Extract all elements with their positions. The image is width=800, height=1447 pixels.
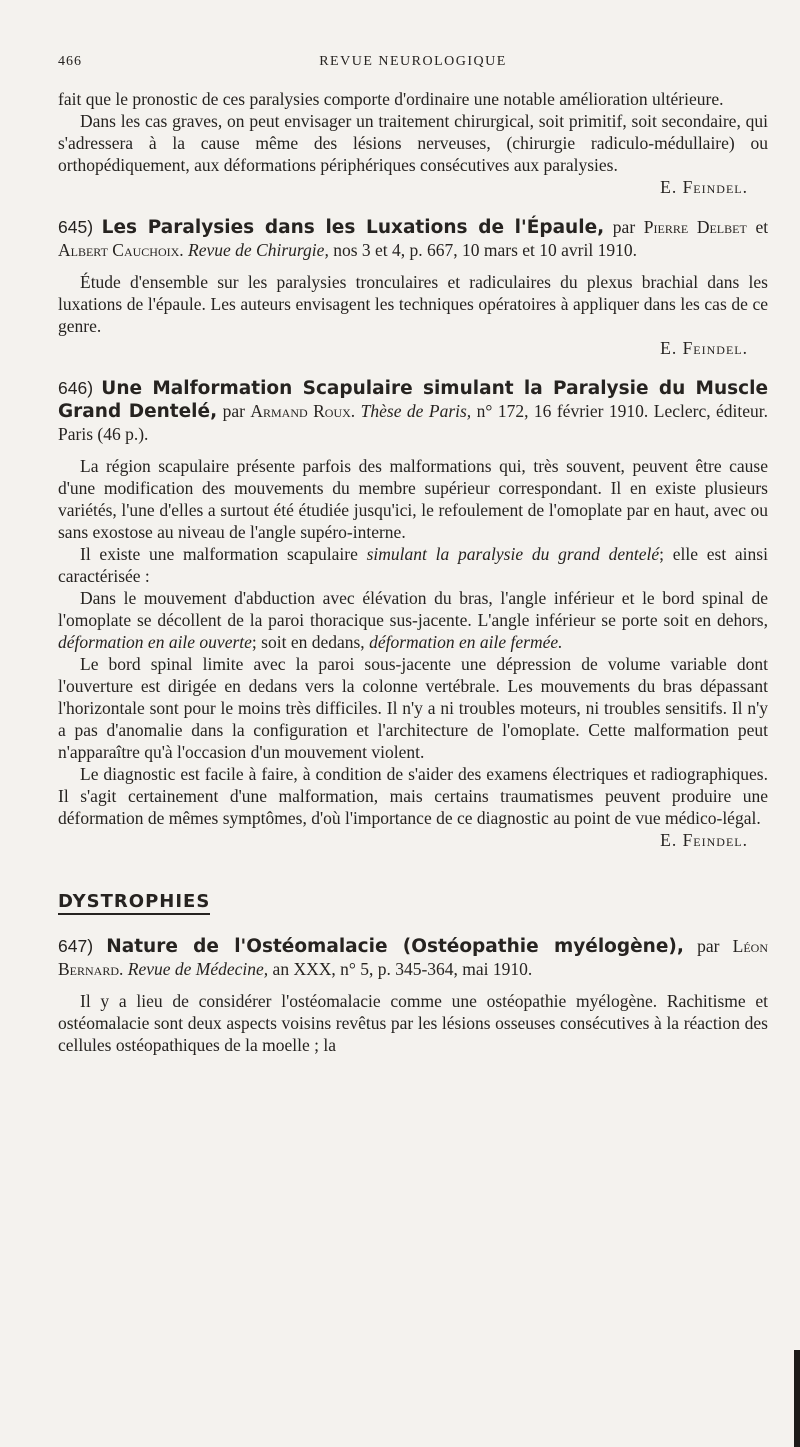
- entry-646-paragraph-2: [58, 543, 768, 587]
- entry-647-title: Nature de l'Ostéomalacie (Ostéopathie myélogène),: [106, 936, 684, 957]
- entry-647-paragraph-1: Il y a lieu de considérer l'ostéomalacie comme une ostéopathie myélogène. Rachitisme et ostéomalacie sont deux aspects voisins revêtus par les lésions osseuses consécutives à la réaction des cellules ostéopathiques de la moelle ; la: [58, 991, 768, 1055]
- entry-646-p2-italic: simulant la paralysie du grand dentelé: [366, 544, 660, 564]
- page-number: 466: [58, 54, 82, 69]
- entry-646-p2-text-c: ; elle est ainsi caractérisée :: [58, 544, 768, 586]
- entry-647-author: Léon Bernard.: [58, 936, 768, 979]
- entry-646-p3-text-c: ; soit en dedans,: [251, 632, 365, 652]
- page-body: [58, 88, 768, 1056]
- journal-title: REVUE NEUROLOGIQUE: [319, 54, 507, 69]
- entry-646-number: 646): [58, 378, 94, 398]
- intro-paragraph-2: Dans les cas graves, on peut envisager un traitement chirurgical, soit primitif, soit secondaire, qui s'adressera à la cause même des lésions nerveuses, (chirurgie radiculo-médullaire) ou orthopédiquement, aux déformations périphériques consécutives aux paralysies.: [58, 111, 768, 175]
- entry-646-p3-italic-1: déformation en aile ouverte: [58, 632, 252, 652]
- entry-646-journal: Thèse de Paris,: [360, 401, 472, 421]
- entry-645-heading: [58, 216, 768, 261]
- entry-645-citation: nos 3 et 4, p. 667, 10 mars et 10 avril 1910.: [333, 240, 637, 260]
- entry-646-paragraph-1: La région scapulaire présente parfois des malformations qui, très souvent, peuvent être cause d'une modification des mouvements du membre supérieur correspondant. Il en existe plusieurs variétés, l'une d'elles a surtout été étudiée jusqu'ici, le refoulement de l'omoplate par en haut, avec ou sans exostose au niveau de l'angle supéro-interne.: [58, 456, 768, 542]
- intro-paragraph-1: fait que le pronostic de ces paralysies comporte d'ordinaire une notable amélioration ultérieure.: [58, 89, 724, 109]
- entry-647-by: par: [697, 936, 720, 956]
- entry-645-number: 645): [58, 217, 94, 237]
- entry-646-p2-text-a: Il existe une malformation scapulaire: [80, 544, 358, 564]
- entry-646-p3-italic-2: déformation en aile fermée.: [369, 632, 563, 652]
- entry-647-citation: an XXX, n° 5, p. 345-364, mai 1910.: [272, 959, 533, 979]
- intro-signature: E. Feindel.: [660, 177, 748, 197]
- entry-646-title: Une Malformation Scapulaire simulant la Paralysie du Muscle Grand Dentelé,: [58, 378, 769, 422]
- entry-646-by: par: [222, 401, 245, 421]
- page-edge-shadow: [794, 1350, 800, 1447]
- entry-646-heading: [58, 377, 768, 445]
- entry-645: [58, 216, 768, 359]
- entry-645-body: Étude d'ensemble sur les paralysies tronculaires et radiculaires du plexus brachial dans les luxations de l'épaule. Les auteurs envisagent les techniques opératoires à appliquer dans les cas de ce genre.: [58, 272, 768, 336]
- entry-645-title: Les Paralysies dans les Luxations de l'Épaule,: [101, 217, 605, 238]
- section-title: DYSTROPHIES: [58, 891, 210, 915]
- entry-645-author-2: Albert Cauchoix.: [58, 240, 184, 260]
- entry-645-author-1: Pierre Delbet: [643, 217, 747, 237]
- entry-646-p3-text-a: Dans le mouvement d'abduction avec élévation du bras, l'angle inférieur et le bord spinal de l'omoplate se décollent de la paroi thoracique sus-jacente. L'angle inférieur se porte soit en dehors,: [58, 588, 768, 630]
- entry-646-citation: n° 172, 16 février 1910. Leclerc, éditeur. Paris (46 p.).: [58, 401, 769, 444]
- running-head: [58, 54, 768, 78]
- entry-646-paragraph-3: [58, 587, 768, 653]
- entry-646-signature: E. Feindel.: [660, 830, 748, 850]
- entry-646: [58, 377, 768, 851]
- entry-647-journal: Revue de Médecine,: [127, 959, 269, 979]
- entry-645-journal: Revue de Chirurgie,: [188, 240, 329, 260]
- entry-645-by: par: [612, 217, 636, 237]
- entry-646-paragraph-4: Le bord spinal limite avec la paroi sous-jacente une dépression de volume variable dont l'ouverture est dirigée en dedans vers la colonne vertébrale. Les mouvements du bras dépassant l'horizontale sont pour le moins très difficiles. Il n'y a ni troubles moteurs, ni troubles sensitifs. Il n'y a pas d'anomalie dans la configuration et l'architecture de l'omoplate. Cette malformation peut n'apparaître qu'à l'occasion d'un mouvement violent.: [58, 654, 768, 762]
- entry-646-author: Armand Roux.: [250, 401, 356, 421]
- entry-646-paragraph-5: Le diagnostic est facile à faire, à condition de s'aider des examens électriques et radiographiques. Il s'agit certainement d'une malformation, mais certains traumatismes peuvent produire une déformation de mêmes symptômes, d'où l'importance de ce diagnostic au point de vue médico-légal.: [58, 764, 768, 828]
- entry-647-heading: [58, 935, 768, 980]
- entry-645-and: et: [755, 217, 769, 237]
- entry-647: [58, 935, 768, 1056]
- entry-645-signature: E. Feindel.: [660, 338, 748, 358]
- section-heading: [58, 891, 768, 913]
- entry-647-number: 647): [58, 936, 94, 956]
